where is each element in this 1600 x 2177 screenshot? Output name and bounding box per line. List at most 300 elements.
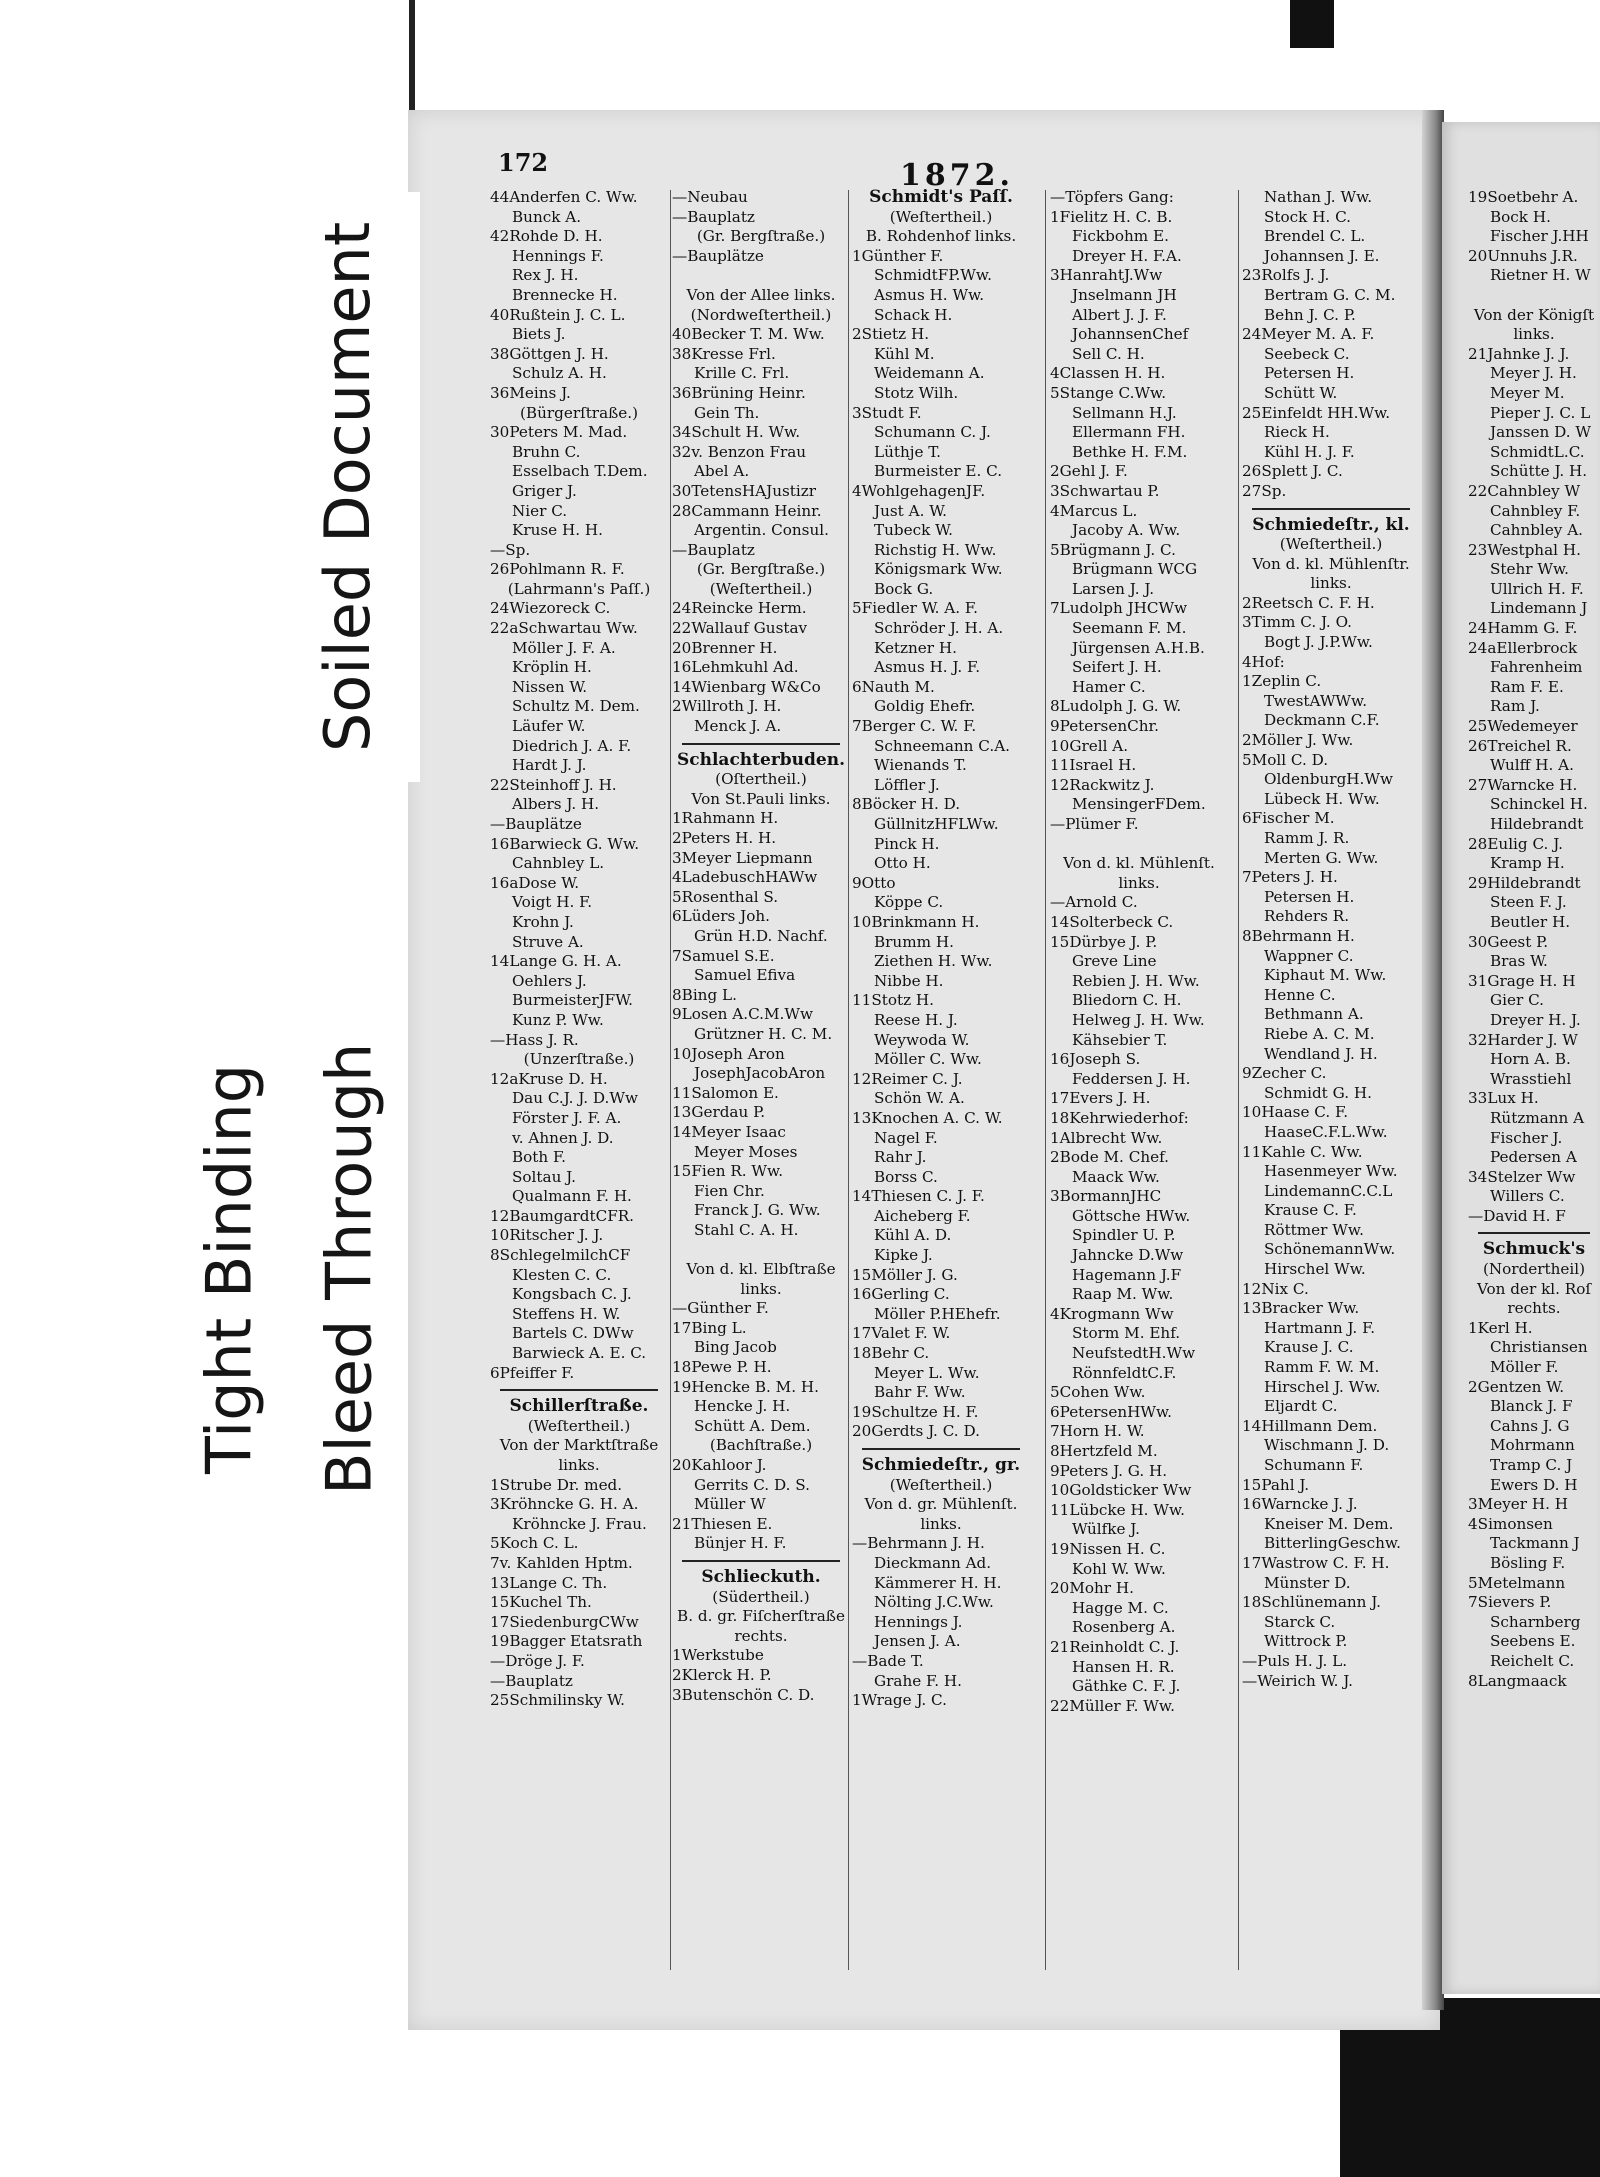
directory-entry: Dau C.J. J. D.Ww (512, 1089, 638, 1108)
directory-entry: 25Wedemeyer (1468, 717, 1578, 736)
directory-entry: 8Behrmann H. (1242, 926, 1355, 945)
directory-entry: Burmeister E. C. (874, 462, 1003, 481)
directory-entry: Larsen J. J. (1072, 579, 1155, 598)
directory-entry: Stock H. C. (1264, 207, 1351, 226)
directory-entry: Göttsche HWw. (1072, 1206, 1191, 1225)
directory-entry: (Bachſtraße.) (709, 1436, 813, 1455)
directory-entry: Eljardt C. (1264, 1397, 1338, 1416)
directory-entry: 7v. Kahlden Hptm. (490, 1553, 633, 1572)
directory-entry: 4Krogmann Ww (1050, 1304, 1174, 1323)
directory-entry: Wendland J. H. (1264, 1044, 1378, 1063)
section-rule (500, 1389, 658, 1391)
directory-entry: Fischer J.HH (1490, 227, 1589, 246)
directory-entry: 3Butenschön C. D. (672, 1685, 815, 1704)
directory-entry: Schinckel H. (1490, 795, 1588, 814)
directory-entry: Ewers D. H (1490, 1475, 1578, 1494)
directory-entry: 26Treichel R. (1468, 736, 1572, 755)
directory-entry: 9Peters J. G. H. (1050, 1461, 1168, 1480)
directory-entry: —Bauplätze (490, 815, 582, 833)
directory-entry: 34Schult H. Ww. (672, 423, 801, 442)
directory-entry: Hasenmeyer Ww. (1264, 1162, 1398, 1181)
directory-entry: Franck J. G. Ww. (694, 1201, 821, 1220)
street-heading: Schmuck's (1482, 1239, 1586, 1260)
directory-entry: Wischmann J. D. (1264, 1436, 1390, 1455)
directory-entry: SchmidtFP.Ww. (874, 266, 992, 285)
directory-entry: Spindler U. P. (1072, 1226, 1176, 1245)
directory-entry: Hagge M. C. (1072, 1598, 1169, 1617)
directory-entry: 3Kröhncke G. H. A. (490, 1495, 639, 1514)
directory-entry: 7Berger C. W. F. (852, 717, 977, 736)
directory-entry: Merten G. Ww. (1264, 848, 1379, 867)
directory-entry: 10Goldsticker Ww (1050, 1481, 1192, 1500)
directory-entry: Esselbach T.Dem. (512, 462, 648, 481)
directory-entry: 11Israel H. (1050, 756, 1137, 775)
directory-entry: 24aEllerbrock (1468, 638, 1578, 657)
directory-entry: 11Salomon E. (672, 1083, 779, 1102)
directory-entry: 1Günther F. (852, 246, 944, 265)
directory-entry: —Töpfers Gang: (1050, 188, 1174, 206)
street-heading: Schmidt's Paſſ. (869, 188, 1013, 207)
directory-entry: 24Wiezoreck C. (490, 599, 611, 618)
directory-entry: 5Cohen Ww. (1050, 1383, 1146, 1402)
directory-entry: Nibbe H. (874, 971, 944, 990)
directory-column (852, 188, 1030, 1711)
directory-entry: BurmeisterJFW. (512, 991, 634, 1010)
directory-entry: Jnselmann JH (1072, 285, 1177, 304)
directory-entry: 5Stange C.Ww. (1050, 383, 1167, 402)
directory-entry: 10Brinkmann H. (852, 912, 980, 931)
directory-entry: Von der kl. Roſ (1476, 1279, 1592, 1298)
directory-entry: 15Pahl J. (1242, 1475, 1310, 1494)
directory-entry: 2Gehl J. F. (1050, 462, 1128, 481)
directory-entry: Griger J. (512, 481, 577, 500)
directory-entry: Cahns J. G (1490, 1416, 1570, 1435)
directory-entry: 9Zecher C. (1242, 1064, 1327, 1083)
directory-entry: 1Zeplin C. (1242, 672, 1322, 691)
directory-entry: 3Meyer H. H (1468, 1495, 1569, 1514)
directory-entry: 4Simonsen (1468, 1514, 1553, 1533)
directory-entry: 30Geest P. (1468, 932, 1549, 951)
directory-entry: Bethke H. F.M. (1072, 442, 1188, 461)
directory-entry: 5Moll C. D. (1242, 750, 1329, 769)
directory-entry: Bertram G. C. M. (1264, 285, 1396, 304)
directory-entry: 13Bracker Ww. (1242, 1299, 1360, 1318)
directory-entry: Tubeck W. (874, 521, 953, 540)
directory-entry: (Lahrmann's Paſſ.) (507, 579, 651, 598)
directory-entry: Hartmann J. F. (1264, 1318, 1376, 1337)
directory-entry: links. (558, 1456, 600, 1474)
directory-entry: Brendel C. L. (1264, 227, 1366, 246)
directory-entry: Raap M. Ww. (1072, 1285, 1174, 1304)
directory-entry: Fickbohm E. (1072, 227, 1169, 246)
directory-entry: Brumm H. (874, 932, 954, 951)
directory-entry: Nathan J. Ww. (1264, 188, 1373, 206)
directory-entry: 4Marcus L. (1050, 501, 1138, 520)
directory-entry: 19Schultze H. F. (852, 1402, 979, 1421)
directory-entry: Münster D. (1264, 1573, 1351, 1592)
directory-entry: B. Rohdenhof links. (865, 227, 1017, 246)
directory-entry: Diedrich J. A. F. (512, 736, 632, 755)
directory-entry: 32Harder J. W (1468, 1030, 1578, 1049)
directory-entry: 7Peters J. H. (1242, 868, 1338, 887)
directory-entry: 2Möller J. Ww. (1242, 731, 1354, 750)
directory-entry: 6Fischer M. (1242, 809, 1335, 828)
directory-entry: Läufer W. (512, 717, 586, 736)
directory-entry: 30Peters M. Mad. (490, 423, 628, 442)
directory-entry: 28Cammann Heinr. (672, 501, 822, 520)
tight-binding-label: Tight Binding (170, 928, 288, 1610)
directory-entry: Pieper J. C. L (1490, 403, 1591, 422)
scan-edge-bar (1290, 0, 1334, 48)
column-divider (1238, 190, 1239, 1970)
directory-entry: 1Werkstube (672, 1646, 764, 1665)
directory-entry: Reichelt C. (1490, 1651, 1575, 1670)
directory-entry: Starck C. (1264, 1612, 1336, 1631)
directory-entry: links. (1513, 325, 1555, 344)
directory-entry: 18Pewe P. H. (672, 1358, 772, 1377)
directory-entry: Lübeck H. Ww. (1264, 789, 1380, 808)
directory-entry: Bartels C. DWw (512, 1324, 634, 1343)
directory-entry: Sellmann H.J. (1072, 403, 1177, 422)
directory-entry: Kühl H. J. F. (1264, 442, 1355, 461)
page-year: 1872. (900, 158, 1014, 193)
directory-entry: Schumann C. J. (874, 423, 991, 442)
directory-entry: —Bauplatz (490, 1671, 573, 1690)
directory-entry: Müller W (694, 1495, 766, 1514)
directory-entry: Ellermann FH. (1072, 423, 1186, 442)
section-rule (682, 1560, 840, 1562)
directory-entry: LindemannC.C.L (1264, 1181, 1393, 1200)
directory-entry: 22Wallauf Gustav (672, 619, 808, 638)
directory-entry: Hirschel Ww. (1264, 1260, 1366, 1279)
directory-entry: 24Reincke Herm. (672, 599, 807, 618)
directory-entry: Bunck A. (512, 207, 582, 226)
directory-entry: Schütt W. (1264, 383, 1338, 402)
directory-entry: 31Grage H. H (1468, 971, 1576, 990)
directory-entry: 4Hof: (1242, 652, 1285, 671)
directory-column (1242, 188, 1420, 1691)
directory-entry: Deckmann C.F. (1264, 711, 1380, 730)
directory-entry: 5Brügmann J. C. (1050, 540, 1176, 559)
directory-entry: (Unzerſtraße.) (523, 1050, 635, 1069)
directory-entry: 26Pohlmann R. F. (490, 560, 625, 579)
directory-entry: 18Kehrwiederhof: (1050, 1108, 1189, 1127)
directory-entry: Asmus H. Ww. (874, 285, 985, 304)
directory-entry: Cahnbley F. (1490, 501, 1581, 520)
directory-entry: 20Gerdts J. C. D. (852, 1422, 980, 1441)
directory-entry: 2Gentzen W. (1468, 1377, 1565, 1396)
street-heading: Schillerſtraße. (509, 1396, 649, 1417)
directory-entry: 2Willroth J. H. (672, 697, 782, 716)
directory-entry: Kühl A. D. (874, 1226, 952, 1245)
directory-entry: 14Meyer Isaac (672, 1122, 786, 1141)
bleed-through-label: Bleed Through (290, 928, 408, 1610)
directory-entry: 19Bagger Etatsrath (490, 1632, 643, 1651)
directory-entry: 3HanrahtJ.Ww (1050, 266, 1163, 285)
directory-entry: 21Jahnke J. J. (1468, 344, 1570, 363)
directory-entry: Struve A. (512, 932, 584, 951)
directory-entry: 32v. Benzon Frau (672, 442, 807, 461)
directory-entry: Krohn J. (512, 912, 574, 931)
directory-entry: Von der Allee links. (686, 285, 836, 304)
directory-entry: —Plümer F. (1050, 815, 1139, 833)
directory-entry: JosephJacobAron (694, 1064, 826, 1083)
directory-entry: Kröhncke J. Frau. (512, 1514, 647, 1533)
directory-entry: B. d. gr. Fiſcherſtraße (677, 1607, 845, 1626)
directory-entry: Behn J. C. P. (1264, 305, 1356, 324)
directory-entry: 20Brenner H. (672, 638, 778, 657)
directory-entry: 1Albrecht Ww. (1050, 1128, 1163, 1147)
directory-entry: Tackmann J (1490, 1534, 1580, 1553)
directory-entry: Gier C. (1490, 991, 1544, 1010)
directory-entry: NeufstedtH.Ww (1072, 1344, 1196, 1363)
directory-entry: Gerrits C. D. S. (694, 1475, 810, 1494)
street-heading: Schlieckuth. (701, 1566, 821, 1587)
directory-entry: Klesten C. C. (512, 1265, 612, 1284)
directory-entry: 20Unnuhs J.R. (1468, 246, 1578, 265)
directory-entry: 27Warncke H. (1468, 775, 1578, 794)
directory-entry: 6Pfeiffer F. (490, 1363, 575, 1382)
directory-entry: 28Eulig C. J. (1468, 834, 1563, 853)
directory-entry: Bliedorn C. H. (1072, 991, 1182, 1010)
directory-entry: Maack Ww. (1072, 1167, 1160, 1186)
directory-entry: 24Hamm G. F. (1468, 619, 1578, 638)
directory-entry: Rex J. H. (512, 266, 579, 285)
directory-entry: Horn A. B. (1490, 1050, 1571, 1069)
directory-entry: Von der Königſt (1473, 305, 1595, 324)
directory-column (672, 188, 850, 1705)
directory-entry: —Sp. (490, 540, 531, 559)
directory-entry: 27Sp. (1242, 481, 1287, 500)
directory-entry: —Arnold C. (1050, 893, 1138, 912)
section-rule (1478, 1232, 1590, 1234)
directory-entry: Fischer J. (1490, 1128, 1563, 1147)
directory-entry: Jacoby A. Ww. (1072, 521, 1181, 540)
directory-entry: Rieck H. (1264, 423, 1330, 442)
directory-entry: 38Göttgen J. H. (490, 344, 609, 363)
directory-entry: Hennings J. (874, 1612, 963, 1631)
directory-entry: 16Joseph S. (1050, 1050, 1141, 1069)
directory-entry: 9Otto (852, 873, 896, 892)
column-divider (670, 190, 671, 1970)
directory-entry: Fien Chr. (694, 1181, 765, 1200)
directory-entry: Bock G. (874, 579, 934, 598)
directory-entry: Greve Line (1072, 952, 1157, 971)
directory-entry: Argentin. Consul. (694, 521, 829, 540)
directory-entry: 20Mohr H. (1050, 1579, 1134, 1598)
directory-entry: Von d. kl. Mühlenſt. (1063, 854, 1215, 873)
directory-entry: Mohrmann (1490, 1436, 1575, 1455)
directory-entry: Fahrenheim (1490, 658, 1583, 677)
directory-entry: —David H. F (1468, 1206, 1566, 1225)
directory-entry: Just A. W. (874, 501, 947, 520)
directory-entry: Wittrock P. (1264, 1632, 1348, 1651)
directory-entry: Bogt J. J.P.Ww. (1264, 633, 1373, 652)
directory-entry: 9PetersenChr. (1050, 717, 1159, 736)
directory-entry: Hardt J. J. (512, 756, 587, 775)
directory-entry: 5Koch C. L. (490, 1534, 579, 1553)
page-number: 172 (498, 148, 549, 177)
directory-entry: rechts. (734, 1626, 788, 1645)
directory-entry: Schütte J. H. (1490, 462, 1588, 481)
directory-entry: 3Studt F. (852, 403, 922, 422)
directory-entry: Kunz P. Ww. (512, 1010, 604, 1029)
directory-entry: (Weſtertheil.) (1279, 535, 1383, 554)
directory-entry: 19Hencke B. M. H. (672, 1377, 819, 1396)
directory-entry: Barwieck A. E. C. (512, 1344, 647, 1363)
section-rule (682, 743, 840, 745)
directory-entry: (Südertheil.) (712, 1587, 810, 1606)
directory-entry: (Gr. Bergſtraße.) (696, 227, 826, 246)
directory-entry: 33Lux H. (1468, 1089, 1539, 1108)
section-rule (862, 1448, 1020, 1450)
directory-entry: Wülfke J. (1072, 1520, 1141, 1539)
directory-entry: Kühl M. (874, 344, 935, 363)
directory-entry: Seebens E. (1490, 1632, 1576, 1651)
directory-entry (672, 1240, 850, 1260)
directory-column (490, 188, 668, 1711)
directory-entry: 22Cahnbley W (1468, 481, 1581, 500)
directory-entry: Helweg J. H. Ww. (1072, 1010, 1205, 1029)
directory-entry: Ramm J. R. (1264, 829, 1350, 847)
directory-entry: BitterlingGeschw. (1264, 1534, 1401, 1553)
directory-entry: Rehders R. (1264, 907, 1350, 926)
directory-entry: Blanck J. F (1490, 1397, 1573, 1416)
directory-entry: Cahnbley A. (1490, 521, 1584, 540)
directory-entry: Kröplin H. (512, 658, 592, 677)
directory-entry: 12aKruse D. H. (490, 1069, 608, 1088)
directory-entry: Albers J. H. (512, 795, 600, 814)
directory-entry: 38Kresse Frl. (672, 344, 776, 363)
directory-entry: JohannsenChef (1072, 325, 1189, 344)
directory-entry: Stahl C. A. H. (694, 1220, 799, 1239)
directory-entry: Nölting J.C.Ww. (874, 1593, 994, 1612)
directory-entry: Pedersen A (1490, 1148, 1577, 1167)
directory-entry: Reese H. J. (874, 1010, 958, 1029)
directory-entry: Förster J. F. A. (512, 1108, 622, 1127)
directory-entry: Jürgensen A.H.B. (1072, 638, 1205, 657)
directory-entry: Steen F. J. (1490, 893, 1567, 912)
directory-entry: —Bade T. (852, 1651, 924, 1670)
directory-entry: 1Fielitz H. C. B. (1050, 207, 1173, 226)
directory-entry: 3Meyer Liepmann (672, 848, 813, 867)
directory-entry: Hennings F. (512, 246, 604, 265)
directory-entry: Lindemann J (1490, 599, 1588, 618)
directory-entry: Möller J. F. A. (512, 638, 616, 657)
directory-entry: 14Wienbarg W&Co (672, 677, 821, 696)
directory-entry: Petersen H. (1264, 887, 1355, 906)
street-heading: Schlachterbuden. (676, 749, 846, 770)
directory-entry: 6Lüders Joh. (672, 907, 770, 926)
directory-entry: Möller C. Ww. (874, 1050, 982, 1069)
directory-entry: 22Steinhoff J. H. (490, 775, 617, 794)
directory-entry: 6PetersenHWw. (1050, 1402, 1172, 1421)
directory-entry: 5Fiedler W. A. F. (852, 599, 978, 618)
directory-entry: 34Stelzer Ww (1468, 1167, 1576, 1186)
directory-entry: Wrasstiehl (1490, 1069, 1572, 1088)
directory-entry: Meyer Moses (694, 1142, 798, 1161)
directory-entry: 1Kerl H. (1468, 1318, 1533, 1337)
directory-column (1468, 188, 1600, 1691)
directory-entry: Scharnberg (1490, 1612, 1581, 1631)
directory-entry: Bethmann A. (1264, 1005, 1364, 1024)
directory-entry: 26Splett J. C. (1242, 462, 1343, 481)
directory-entry: Cahnbley L. (512, 854, 605, 873)
directory-entry: Rahr J. (874, 1148, 927, 1167)
directory-entry: 40Rußtein J. C. L. (490, 305, 626, 324)
directory-entry: 25Einfeldt HH.Ww. (1242, 403, 1391, 422)
directory-entry: GüllnitzHFLWw. (874, 815, 999, 833)
directory-entry: Goldig Ehefr. (874, 697, 976, 716)
directory-entry: Möller P.HEhefr. (874, 1304, 1001, 1323)
directory-entry: Pinck H. (874, 834, 940, 853)
directory-entry: 8Hertzfeld M. (1050, 1442, 1158, 1460)
directory-entry: Kongsbach C. J. (512, 1285, 632, 1304)
directory-entry: Bock H. (1490, 207, 1551, 226)
directory-entry: Bünjer H. F. (694, 1534, 787, 1553)
directory-entry: Schulz A. H. (512, 364, 607, 383)
directory-entry: HaaseC.F.L.Ww. (1264, 1122, 1388, 1141)
directory-entry: Von St.Pauli links. (691, 789, 831, 808)
directory-entry: 19Nissen H. C. (1050, 1539, 1166, 1558)
directory-entry: 11Lübcke H. Ww. (1050, 1500, 1185, 1519)
directory-entry: Richstig H. Ww. (874, 540, 997, 559)
directory-entry: 2Bode M. Chef. (1050, 1148, 1170, 1167)
directory-entry: (Oſtertheil.) (715, 770, 807, 789)
directory-entry: Hirschel J. Ww. (1264, 1377, 1381, 1396)
directory-entry: links. (740, 1279, 782, 1298)
directory-entry: 18Schlünemann J. (1242, 1593, 1382, 1612)
directory-entry: —Neubau (672, 188, 748, 206)
directory-entry: Königsmark Ww. (874, 560, 1003, 579)
directory-entry: 13Knochen A. C. W. (852, 1108, 1003, 1127)
directory-entry: 16Lehmkuhl Ad. (672, 658, 799, 677)
directory-entry: (Nordweſtertheil.) (690, 305, 832, 324)
directory-entry: Von d. gr. Mühlenſt. (864, 1495, 1018, 1514)
directory-entry: 23Rolfs J. J. (1242, 266, 1330, 285)
directory-entry: Von d. kl. Elbſtraße (686, 1260, 836, 1279)
directory-entry: 16Gerling C. (852, 1285, 950, 1304)
directory-entry: Meyer L. Ww. (874, 1363, 980, 1382)
directory-entry: 17Wastrow C. F. H. (1242, 1553, 1390, 1572)
directory-entry: Biets J. (512, 325, 566, 344)
directory-entry: Grahe F. H. (874, 1671, 962, 1690)
directory-entry: 16aDose W. (490, 873, 580, 892)
directory-entry: Oehlers J. (512, 971, 587, 990)
directory-entry: Rebien J. H. Ww. (1072, 971, 1200, 990)
directory-entry: 24Meyer M. A. F. (1242, 325, 1375, 344)
directory-entry: 22aSchwartau Ww. (490, 619, 638, 638)
directory-entry: 15Dürbye J. P. (1050, 932, 1158, 951)
directory-entry: Schütt A. Dem. (694, 1416, 811, 1435)
directory-entry: —Puls H. J. L. (1242, 1651, 1348, 1670)
directory-entry: Grün H.D. Nachf. (694, 926, 828, 945)
directory-entry: Ziethen H. Ww. (874, 952, 993, 971)
directory-entry: Beutler H. (1490, 912, 1571, 931)
directory-entry: Kneiser M. Dem. (1264, 1514, 1394, 1533)
directory-entry: SchönemannWw. (1264, 1240, 1396, 1259)
directory-entry: 18Behr C. (852, 1344, 930, 1363)
directory-entry: Seebeck C. (1264, 344, 1350, 363)
directory-entry: Meyer J. H. (1490, 364, 1577, 383)
directory-entry: Rietner H. W (1490, 266, 1591, 285)
directory-entry: 17SiedenburgCWw (490, 1612, 639, 1631)
directory-entry: 2Peters H. H. (672, 829, 777, 847)
directory-entry: Stehr Ww. (1490, 560, 1569, 579)
directory-entry: 30TetensHAJustizr (672, 481, 817, 500)
directory-entry: Bösling F. (1490, 1553, 1566, 1572)
directory-entry: Soltau J. (512, 1167, 576, 1186)
